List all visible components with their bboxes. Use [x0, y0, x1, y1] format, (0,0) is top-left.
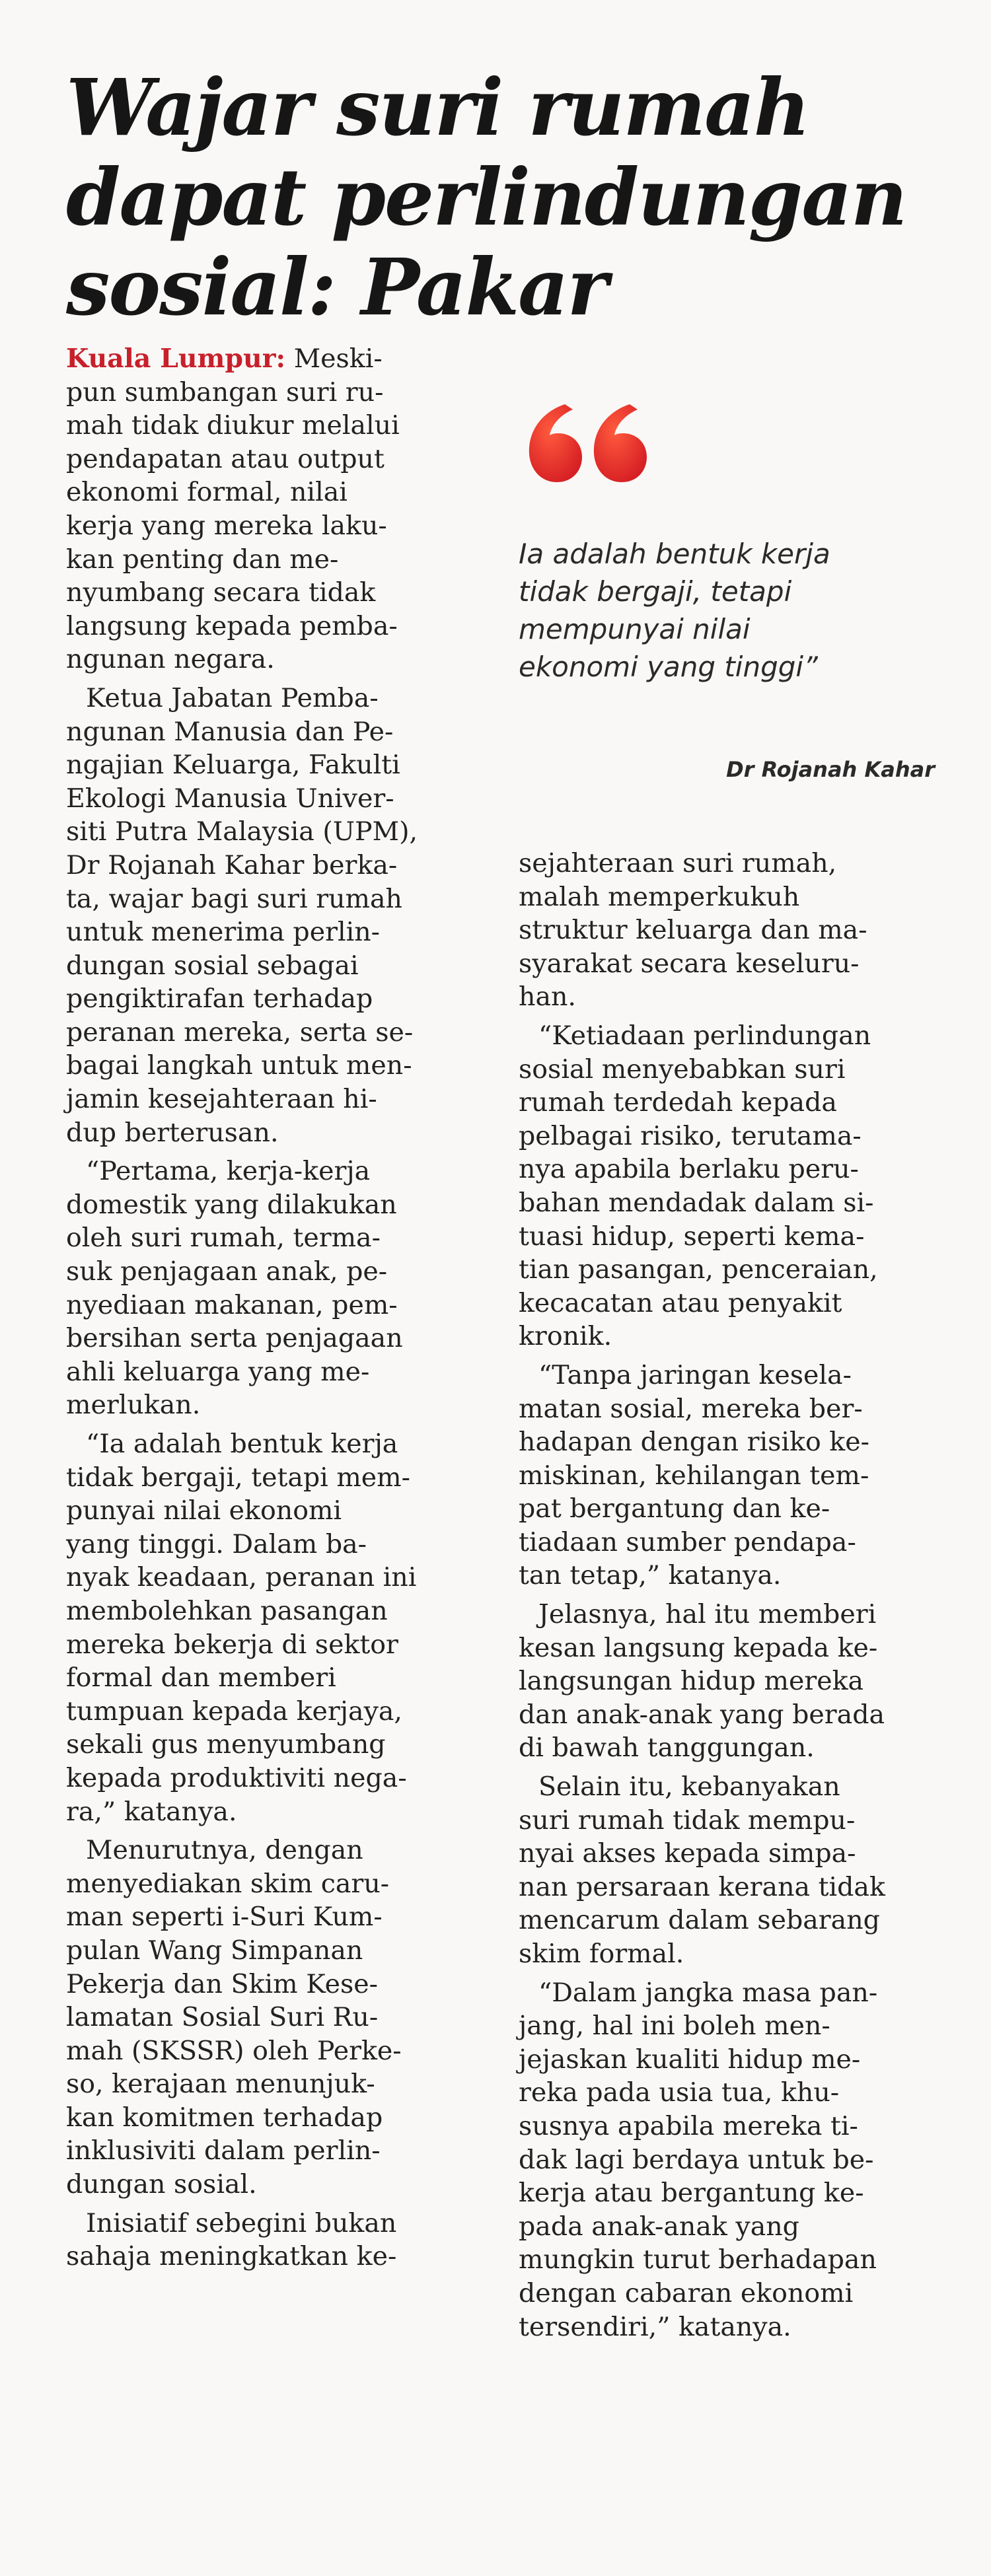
- paragraph-line: ekonomi formal, nilai: [66, 477, 348, 508]
- paragraph-line: di bawah tanggungan.: [519, 1733, 815, 1764]
- paragraph-line: pelbagai risiko, terutama-: [519, 1120, 862, 1151]
- paragraph-line: dungan sosial sebagai: [66, 950, 359, 981]
- paragraph-line: kerja yang mereka laku-: [66, 510, 387, 541]
- paragraph-line: lamatan Sosial Suri Ru-: [66, 2002, 379, 2033]
- article-paragraph: [66, 1427, 482, 1828]
- paragraph-line: hadapan dengan risiko ke-: [519, 1427, 869, 1458]
- paragraph-line: “Ia adalah bentuk kerja: [86, 1429, 398, 1459]
- paragraph-line: struktur keluarga dan ma-: [519, 915, 867, 946]
- paragraph-line: “Ketiadaan perlindungan: [538, 1020, 871, 1051]
- article-paragraph: [519, 1976, 935, 2344]
- paragraph-line: bersihan serta penjagaan: [66, 1323, 403, 1354]
- paragraph-line: Dr Rojanah Kahar berka-: [66, 849, 398, 880]
- article-paragraph: [66, 682, 482, 1149]
- paragraph-line: dengan cabaran ekonomi: [519, 2277, 854, 2308]
- headline: [66, 63, 945, 332]
- paragraph-line: merlukan.: [66, 1390, 201, 1421]
- paragraph-line: Jelasnya, hal itu memberi: [538, 1599, 877, 1630]
- paragraph-line: pada anak-anak yang: [519, 2211, 799, 2242]
- paragraph-line: nan persaraan kerana tidak: [519, 1871, 885, 1902]
- paragraph-line: mereka bekerja di sektor: [66, 1629, 398, 1660]
- paragraph-line: ra,” katanya.: [66, 1796, 237, 1827]
- paragraph-line: inklusiviti dalam perlin-: [66, 2135, 381, 2166]
- paragraph-line: syarakat secara keseluru-: [519, 948, 860, 979]
- paragraph-line: langsungan hidup mereka: [519, 1666, 864, 1697]
- paragraph-line: untuk menerima perlin-: [66, 917, 381, 948]
- article-paragraph: [519, 847, 935, 1014]
- paragraph-line: ngunan negara.: [66, 644, 275, 675]
- paragraph-line: sahaja meningkatkan ke-: [66, 2241, 397, 2272]
- paragraph-line: mungkin turut berhadapan: [519, 2244, 877, 2275]
- paragraph-line: [66, 342, 482, 376]
- article-paragraph: [519, 1359, 935, 1592]
- paragraph-line: kan komitmen terhadap: [66, 2102, 383, 2133]
- pull-quote-line: tidak bergaji, tetapi: [519, 575, 792, 608]
- paragraph-line: jamin kesejahteraan hi-: [66, 1084, 377, 1115]
- paragraph-line: mah (SKSSR) oleh Perke-: [66, 2035, 402, 2066]
- paragraph-line: tersendiri,” katanya.: [519, 2311, 791, 2342]
- paragraph-line: membolehkan pasangan: [66, 1595, 388, 1626]
- dateline: Kuala Lumpur:: [66, 343, 286, 374]
- paragraph-line: kronik.: [519, 1321, 612, 1352]
- paragraph-line: kan penting dan me-: [66, 544, 339, 575]
- pull-quote-line: ekonomi yang tinggi”: [519, 651, 818, 683]
- paragraph-line: susnya apabila mereka ti-: [519, 2110, 858, 2141]
- paragraph-line: miskinan, kehilangan tem-: [519, 1460, 869, 1491]
- paragraph-line: pat bergantung dan ke-: [519, 1493, 830, 1524]
- paragraph-line: pun sumbangan suri ru-: [66, 376, 384, 408]
- paragraph-line: sekali gus menyumbang: [66, 1729, 386, 1760]
- paragraph-line: tidak bergaji, tetapi mem-: [66, 1462, 410, 1493]
- headline-line: Wajar suri rumah: [66, 61, 809, 153]
- paragraph-line: “Tanpa jaringan kesela-: [538, 1359, 852, 1390]
- paragraph-line: nya apabila berlaku peru-: [519, 1154, 859, 1185]
- paragraph-line: pulan Wang Simpanan: [66, 1935, 363, 1966]
- paragraph-line: jejaskan kualiti hidup me-: [519, 2044, 861, 2075]
- paragraph-line: ngunan Manusia dan Pe-: [66, 716, 394, 747]
- paragraph-line: menyediakan skim caru-: [66, 1868, 390, 1899]
- paragraph-line: Selain itu, kebanyakan: [538, 1771, 840, 1803]
- article-paragraph: [66, 1155, 482, 1422]
- paragraph-line: ta, wajar bagi suri rumah: [66, 883, 402, 914]
- paragraph-line: nyediaan makanan, pem-: [66, 1289, 398, 1320]
- paragraph-line: “Pertama, kerja-kerja: [86, 1156, 371, 1187]
- paragraph-line-text: Meski-: [285, 343, 383, 374]
- paragraph-line: oleh suri rumah, terma-: [66, 1223, 381, 1254]
- paragraph-line: ngajian Keluarga, Fakulti: [66, 750, 400, 781]
- article-paragraph: [519, 1019, 935, 1353]
- paragraph-line: pengiktirafan terhadap: [66, 984, 373, 1015]
- paragraph-line: so, kerajaan menunjuk-: [66, 2069, 375, 2100]
- paragraph-line: kecacatan atau penyakit: [519, 1287, 842, 1318]
- paragraph-line: yang tinggi. Dalam ba-: [66, 1528, 367, 1559]
- paragraph-line: rumah terdedah kepada: [519, 1087, 837, 1118]
- paragraph-line: pendapatan atau output: [66, 443, 385, 474]
- headline-line: sosial: Pakar: [66, 241, 607, 333]
- paragraph-line: domestik yang dilakukan: [66, 1189, 397, 1220]
- paragraph-line: bagai langkah untuk men-: [66, 1050, 412, 1081]
- paragraph-line: sosial menyebabkan suri: [519, 1054, 846, 1085]
- article-paragraph: [66, 342, 482, 676]
- right-column: [519, 847, 935, 2349]
- paragraph-line: dup berterusan.: [66, 1117, 279, 1148]
- paragraph-line: punyai nilai ekonomi: [66, 1495, 342, 1526]
- paragraph-line: langsung kepada pemba-: [66, 610, 398, 641]
- paragraph-line: nyak keadaan, peranan ini: [66, 1562, 417, 1593]
- paragraph-line: formal dan memberi: [66, 1663, 336, 1694]
- paragraph-line: jang, hal ini boleh men-: [519, 2011, 830, 2042]
- paragraph-line: matan sosial, mereka ber-: [519, 1393, 863, 1424]
- paragraph-line: Ekologi Manusia Univer-: [66, 783, 394, 814]
- paragraph-line: tuasi hidup, seperti kema-: [519, 1221, 865, 1252]
- paragraph-line: skim formal.: [519, 1939, 684, 1969]
- article-paragraph: [519, 1598, 935, 1765]
- left-column: [66, 342, 482, 2279]
- pull-quote-text: [519, 535, 941, 686]
- paragraph-line: mah tidak diukur melalui: [66, 410, 400, 441]
- paragraph-line: Menurutnya, dengan: [86, 1835, 363, 1866]
- paragraph-line: han.: [519, 982, 576, 1013]
- article-paragraph: [66, 1834, 482, 2201]
- paragraph-line: siti Putra Malaysia (UPM),: [66, 816, 418, 847]
- paragraph-line: reka pada usia tua, khu-: [519, 2077, 840, 2108]
- paragraph-line: kesan langsung kepada ke-: [519, 1632, 878, 1663]
- paragraph-line: dak lagi berdaya untuk be-: [519, 2144, 874, 2175]
- paragraph-line: Inisiatif sebegini bukan: [86, 2207, 397, 2238]
- paragraph-line: dan anak-anak yang berada: [519, 1699, 885, 1730]
- paragraph-line: ahli keluarga yang me-: [66, 1356, 370, 1387]
- quotation-mark-icon: [519, 390, 651, 489]
- paragraph-line: Ketua Jabatan Pemba-: [86, 682, 379, 713]
- paragraph-line: kerja atau bergantung ke-: [519, 2178, 864, 2209]
- paragraph-line: bahan mendadak dalam si-: [519, 1187, 874, 1218]
- article-paragraph: [519, 1770, 935, 1971]
- headline-line: dapat perlindungan: [66, 151, 906, 243]
- paragraph-line: “Dalam jangka masa pan-: [538, 1977, 878, 2008]
- paragraph-line: sejahteraan suri rumah,: [519, 848, 837, 878]
- pull-quote-line: Ia adalah bentuk kerja: [519, 538, 830, 570]
- paragraph-line: peranan mereka, serta se-: [66, 1017, 414, 1048]
- pull-quote-line: mempunyai nilai: [519, 613, 751, 645]
- paragraph-line: kepada produktiviti nega-: [66, 1762, 407, 1793]
- paragraph-line: tiadaan sumber pendapa-: [519, 1526, 856, 1557]
- paragraph-line: tumpuan kepada kerjaya,: [66, 1696, 402, 1727]
- paragraph-line: suri rumah tidak mempu-: [519, 1805, 856, 1836]
- paragraph-line: tian pasangan, penceraian,: [519, 1254, 878, 1285]
- paragraph-line: suk penjagaan anak, pe-: [66, 1256, 388, 1287]
- paragraph-line: nyai akses kepada simpa-: [519, 1838, 856, 1869]
- paragraph-line: Pekerja dan Skim Kese-: [66, 1968, 379, 1999]
- paragraph-line: mencarum dalam sebarang: [519, 1905, 880, 1936]
- paragraph-line: tan tetap,” katanya.: [519, 1560, 782, 1591]
- paragraph-line: man seperti i-Suri Kum-: [66, 1902, 383, 1933]
- paragraph-line: nyumbang secara tidak: [66, 577, 376, 608]
- pull-quote-box: [519, 370, 941, 819]
- paragraph-line: dungan sosial.: [66, 2169, 257, 2200]
- article-paragraph: [66, 2207, 482, 2273]
- paragraph-line: malah memperkukuh: [519, 881, 800, 912]
- pull-quote-attribution: Dr Rojanah Kahar: [726, 757, 935, 782]
